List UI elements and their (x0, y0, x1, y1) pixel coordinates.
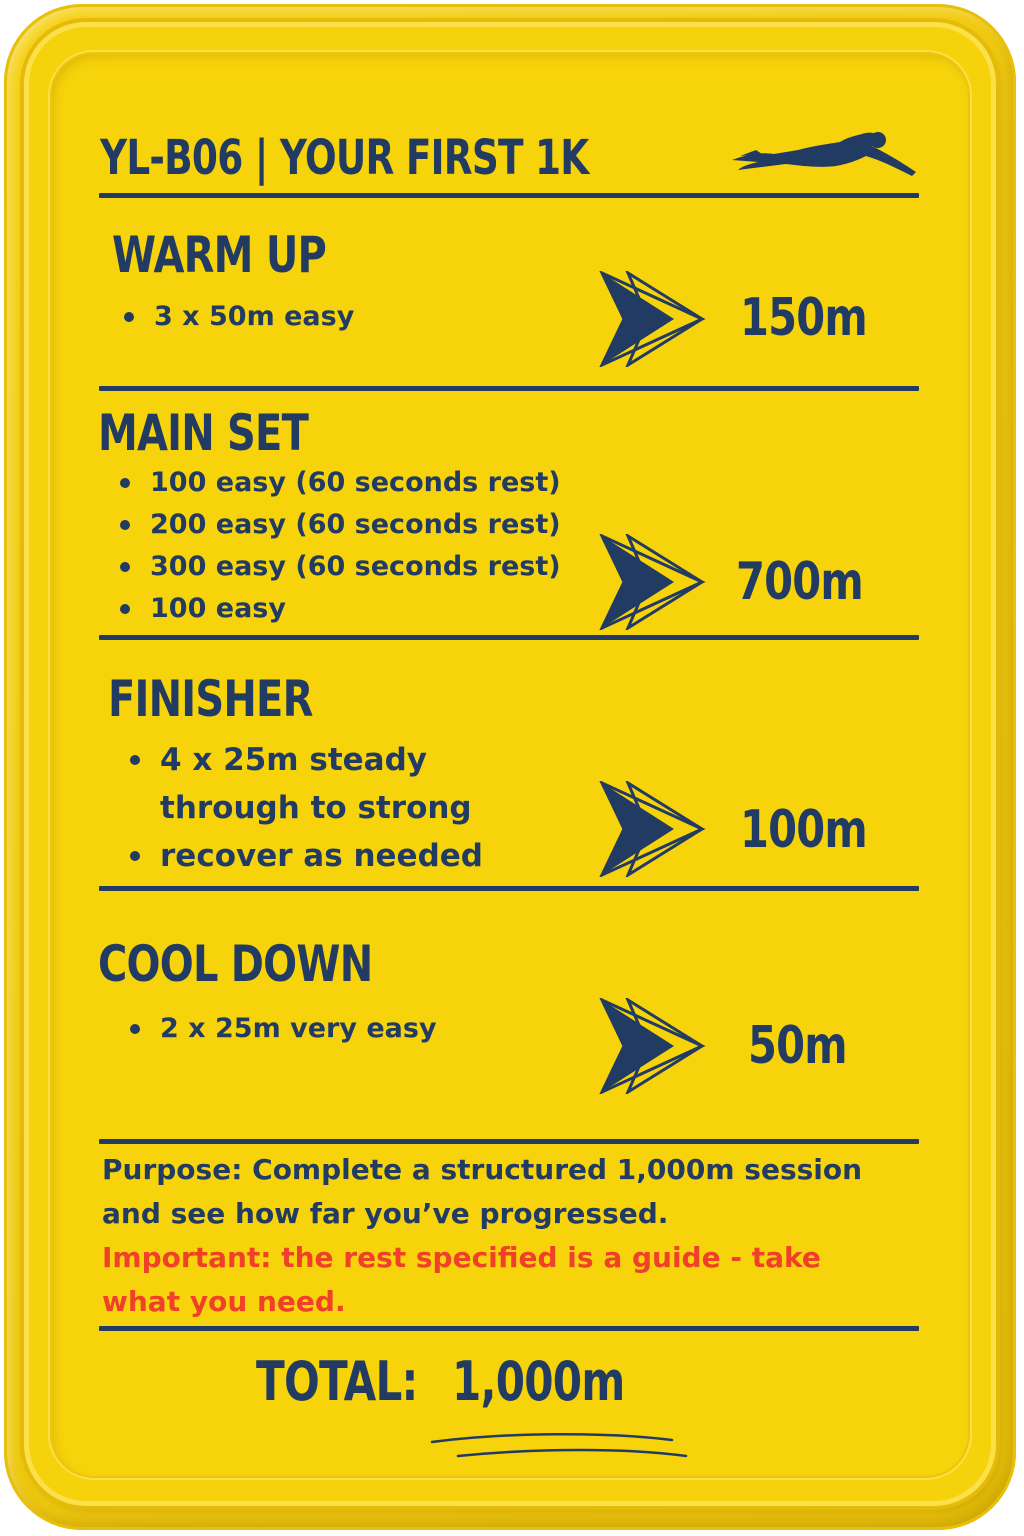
total-label: TOTAL: (256, 1350, 418, 1413)
list-item: 2 x 25m very easy (128, 1008, 437, 1050)
list-item: 4 x 25m steady (128, 736, 483, 784)
page-title: YL-B06 | YOUR FIRST 1K (100, 130, 589, 186)
underline-swoosh (428, 1426, 692, 1466)
finisher-list (128, 736, 483, 880)
warm-up-list (122, 296, 354, 338)
finisher-distance: 100m (740, 800, 867, 860)
list-item: recover as needed (128, 832, 483, 880)
section-divider (99, 1326, 919, 1331)
section-divider (99, 886, 919, 891)
main-set-distance: 700m (736, 552, 863, 612)
section-divider (99, 635, 919, 640)
list-item: 3 x 50m easy (122, 296, 354, 338)
header-divider (99, 193, 919, 198)
purpose-note: Purpose: Complete a structured 1,000m session and see how far you’ve progressed. (102, 1153, 863, 1230)
double-chevron-icon (598, 271, 706, 367)
double-chevron-icon (598, 781, 706, 877)
warm-up-distance: 150m (740, 288, 867, 348)
list-item: 100 easy (60 seconds rest) (118, 462, 561, 504)
section-divider (99, 386, 919, 391)
main-set-list (118, 462, 561, 630)
total-value: 1,000m (452, 1350, 625, 1413)
double-chevron-icon (598, 998, 706, 1094)
section-divider (99, 1139, 919, 1144)
main-set-title: MAIN SET (98, 404, 309, 462)
list-item: 200 easy (60 seconds rest) (118, 504, 561, 546)
list-item: 300 easy (60 seconds rest) (118, 546, 561, 588)
cool-down-distance: 50m (748, 1016, 847, 1076)
important-note: Important: the rest specified is a guide - take what you need. (102, 1241, 821, 1318)
swimmer-icon (728, 126, 920, 182)
double-chevron-icon (598, 534, 706, 630)
list-item: through to strong (160, 790, 472, 826)
cool-down-title: COOL DOWN (98, 935, 373, 993)
cool-down-list (128, 1008, 437, 1050)
list-item: 100 easy (118, 588, 561, 630)
finisher-title: FINISHER (108, 670, 313, 728)
warm-up-title: WARM UP (112, 226, 327, 284)
